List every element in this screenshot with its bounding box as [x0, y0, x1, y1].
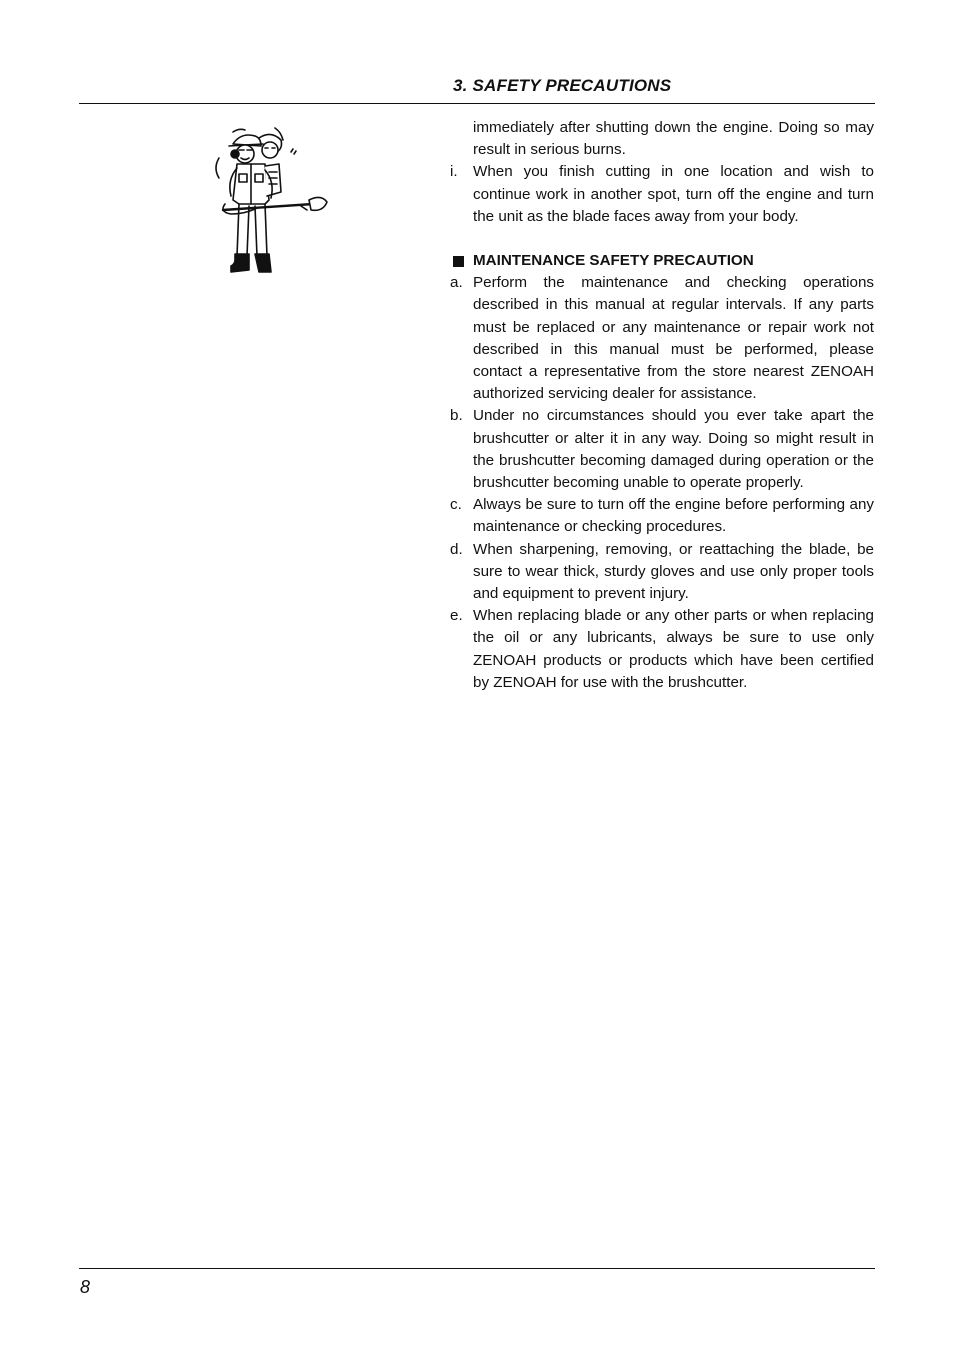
- list-item-text: When you finish cutting in one location and wish to continue work in another spot, turn off the engine and turn the unit as the blade faces away from your body.: [473, 163, 874, 225]
- list-item-text: When replacing blade or any other parts or when replacing the oil or any lubricants, always be sure to use only ZENOAH products or products which have been certified by ZENOAH for use with the brushcutter.: [473, 607, 874, 691]
- list-marker: d.: [450, 540, 463, 558]
- operator-with-brushcutter-illustration: [205, 120, 335, 280]
- footer-divider: [79, 1268, 875, 1269]
- list-item-text: Perform the maintenance and checking operations described in this manual at regular intervals. If any parts must be replaced or any maintenance or repair work not described in this manual must be performed, please contact a representative from the store nearest ZENOAH authorized servicing dealer for assistance.: [473, 274, 874, 403]
- list-item: [450, 405, 874, 494]
- list-item: [450, 272, 874, 405]
- list-marker: c.: [450, 496, 462, 514]
- list-item: [450, 494, 874, 538]
- list-marker: b.: [450, 407, 463, 425]
- list-marker: e.: [450, 607, 463, 625]
- header-divider: [79, 103, 875, 104]
- list-item: [450, 161, 874, 228]
- main-text-column: [450, 117, 874, 694]
- list-marker: a.: [450, 274, 463, 292]
- page-section-title: 3. SAFETY PRECAUTIONS: [453, 76, 672, 95]
- list-marker: i.: [450, 163, 458, 181]
- section-heading: [450, 250, 874, 272]
- list-item-text: Always be sure to turn off the engine before performing any maintenance or checking procedures.: [473, 496, 874, 536]
- list-item-text: When sharpening, removing, or reattaching the blade, be sure to wear thick, sturdy gloves and use only proper tools and equipment to prevent injury.: [473, 540, 874, 603]
- black-square-bullet-icon: [453, 256, 464, 267]
- section-heading-text: MAINTENANCE SAFETY PRECAUTION: [473, 252, 754, 270]
- page-number: 8: [80, 1277, 91, 1297]
- list-item-text: Under no circumstances should you ever take apart the brushcutter or alter it in any way. Doing so might result in the brushcutter becoming damaged during operation or the brushcutter becoming unable to operate properly.: [473, 407, 874, 492]
- list-item: [450, 539, 874, 606]
- list-item: [450, 605, 874, 694]
- continuation-paragraph: immediately after shutting down the engine. Doing so may result in serious burns.: [473, 119, 874, 159]
